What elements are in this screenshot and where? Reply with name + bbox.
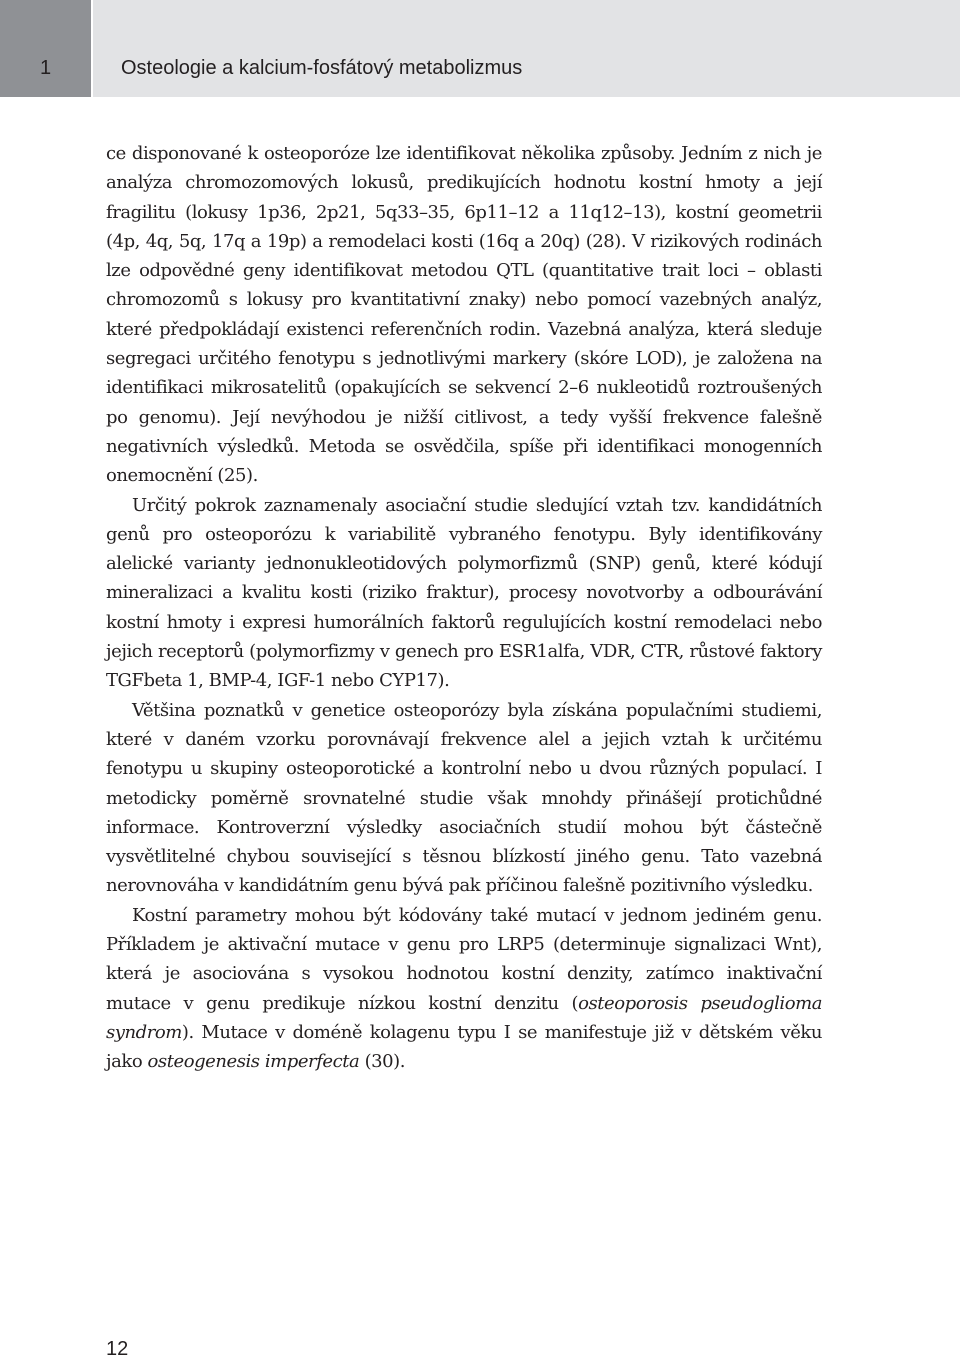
paragraph-4-italic-disease: osteogenesis imperfecta xyxy=(147,1051,360,1073)
paragraph-1: ce disponované k osteoporóze lze identifikovat několika způsoby. Jedním z nich je analýza chromozomových lokusů, predikujících hodnotu kostní hmoty a její fragilitu (lokusy 1p36, 2p21, 5q33–35, 6p11–12 a 11q12–13), kostní geometrii (4p, 4q, 5q, 17q a 19p) a remodelaci kosti (16q a 20q) (28). V rizikových rodinách lze odpovědné geny identifikovat metodou QTL (quantitative trait loci – oblasti chromozomů s lokusy pro kvantitativní znaky) nebo pomocí vazebných analýz, které předpokládají existenci referenčních rodin. Vazebná analýza, která sleduje segregaci určitého fenotypu s jednotlivými markery (skóre LOD), je založena na identifikaci mikrosatelitů (opakujících se sekvencí 2–6 nukleotidů roztroušených po genomu). Její nevýhodou je nižší citlivost, a tedy vyšší frekvence falešně negativních výsledků. Metoda se osvědčila, spíše při identifikaci monogenních onemocnění (25). xyxy=(106,143,822,487)
paragraph-4-text-c: (30). xyxy=(359,1051,406,1073)
chapter-number-box xyxy=(0,0,91,97)
running-header xyxy=(0,0,960,97)
paragraph-4-text-a: Kostní parametry mohou být kódovány také mutací v jednom jediném genu. Příkladem je aktivační mutace v genu pro LRP5 (determinuje signalizaci Wnt), která je asociována s vysokou hodnotou kostní denzity, zatímco inaktivační mutace v genu predikuje nízkou kostní denzitu ( xyxy=(106,904,822,1014)
chapter-title: Osteologie a kalcium-fosfátový metabolizmus xyxy=(121,57,523,79)
chapter-number: 1 xyxy=(40,57,52,79)
paragraph-3: Většina poznatků v genetice osteoporózy byla získána populačními studiemi, které v daném vzorku porovnávají frekvence alel a jejich vztah k určitému fenotypu u skupiny osteoporotické a kontrolní nebo u dvou různých populací. I metodicky poměrně srovnatelné studie však mnohdy přinášejí protichůdné informace. Kontroverzní výsledky asociačních studií mohou být částečně vysvětlitelné chybou související s těsnou blízkostí jiného genu. Tato vazebná nerovnováha v kandidátním genu bývá pak příčinou falešně pozitivního výsledku. xyxy=(106,699,822,897)
body-text xyxy=(106,139,822,1077)
paragraph-2: Určitý pokrok zaznamenaly asociační studie sledující vztah tzv. kandidátních genů pro osteoporózu k variabilitě vybraného fenotypu. Byly identifikovány alelické varianty jednonukleotidových polymorfizmů (SNP) genů, které kódují mineralizaci a kvalitu kosti (riziko fraktur), procesy novotvorby a odbourávání kostní hmoty i expresi humorálních faktorů regulujících kostní remodelaci nebo jejich receptorů (polymorfizmy v genech pro ESR1alfa, VDR, CTR, růstové faktory TGFbeta 1, BMP-4, IGF-1 nebo CYP17). xyxy=(106,494,822,692)
paragraph-4 xyxy=(106,901,822,1077)
chapter-title-band xyxy=(93,0,960,97)
page-number: 12 xyxy=(106,1338,129,1360)
paragraph-4-text-b: ). Mutace v doméně kolagenu typu I se manifestuje již v dětském věku jako xyxy=(106,1021,822,1073)
paragraph-4-italic-syndrome: osteoporosis pseudoglioma syndrom xyxy=(106,992,822,1043)
